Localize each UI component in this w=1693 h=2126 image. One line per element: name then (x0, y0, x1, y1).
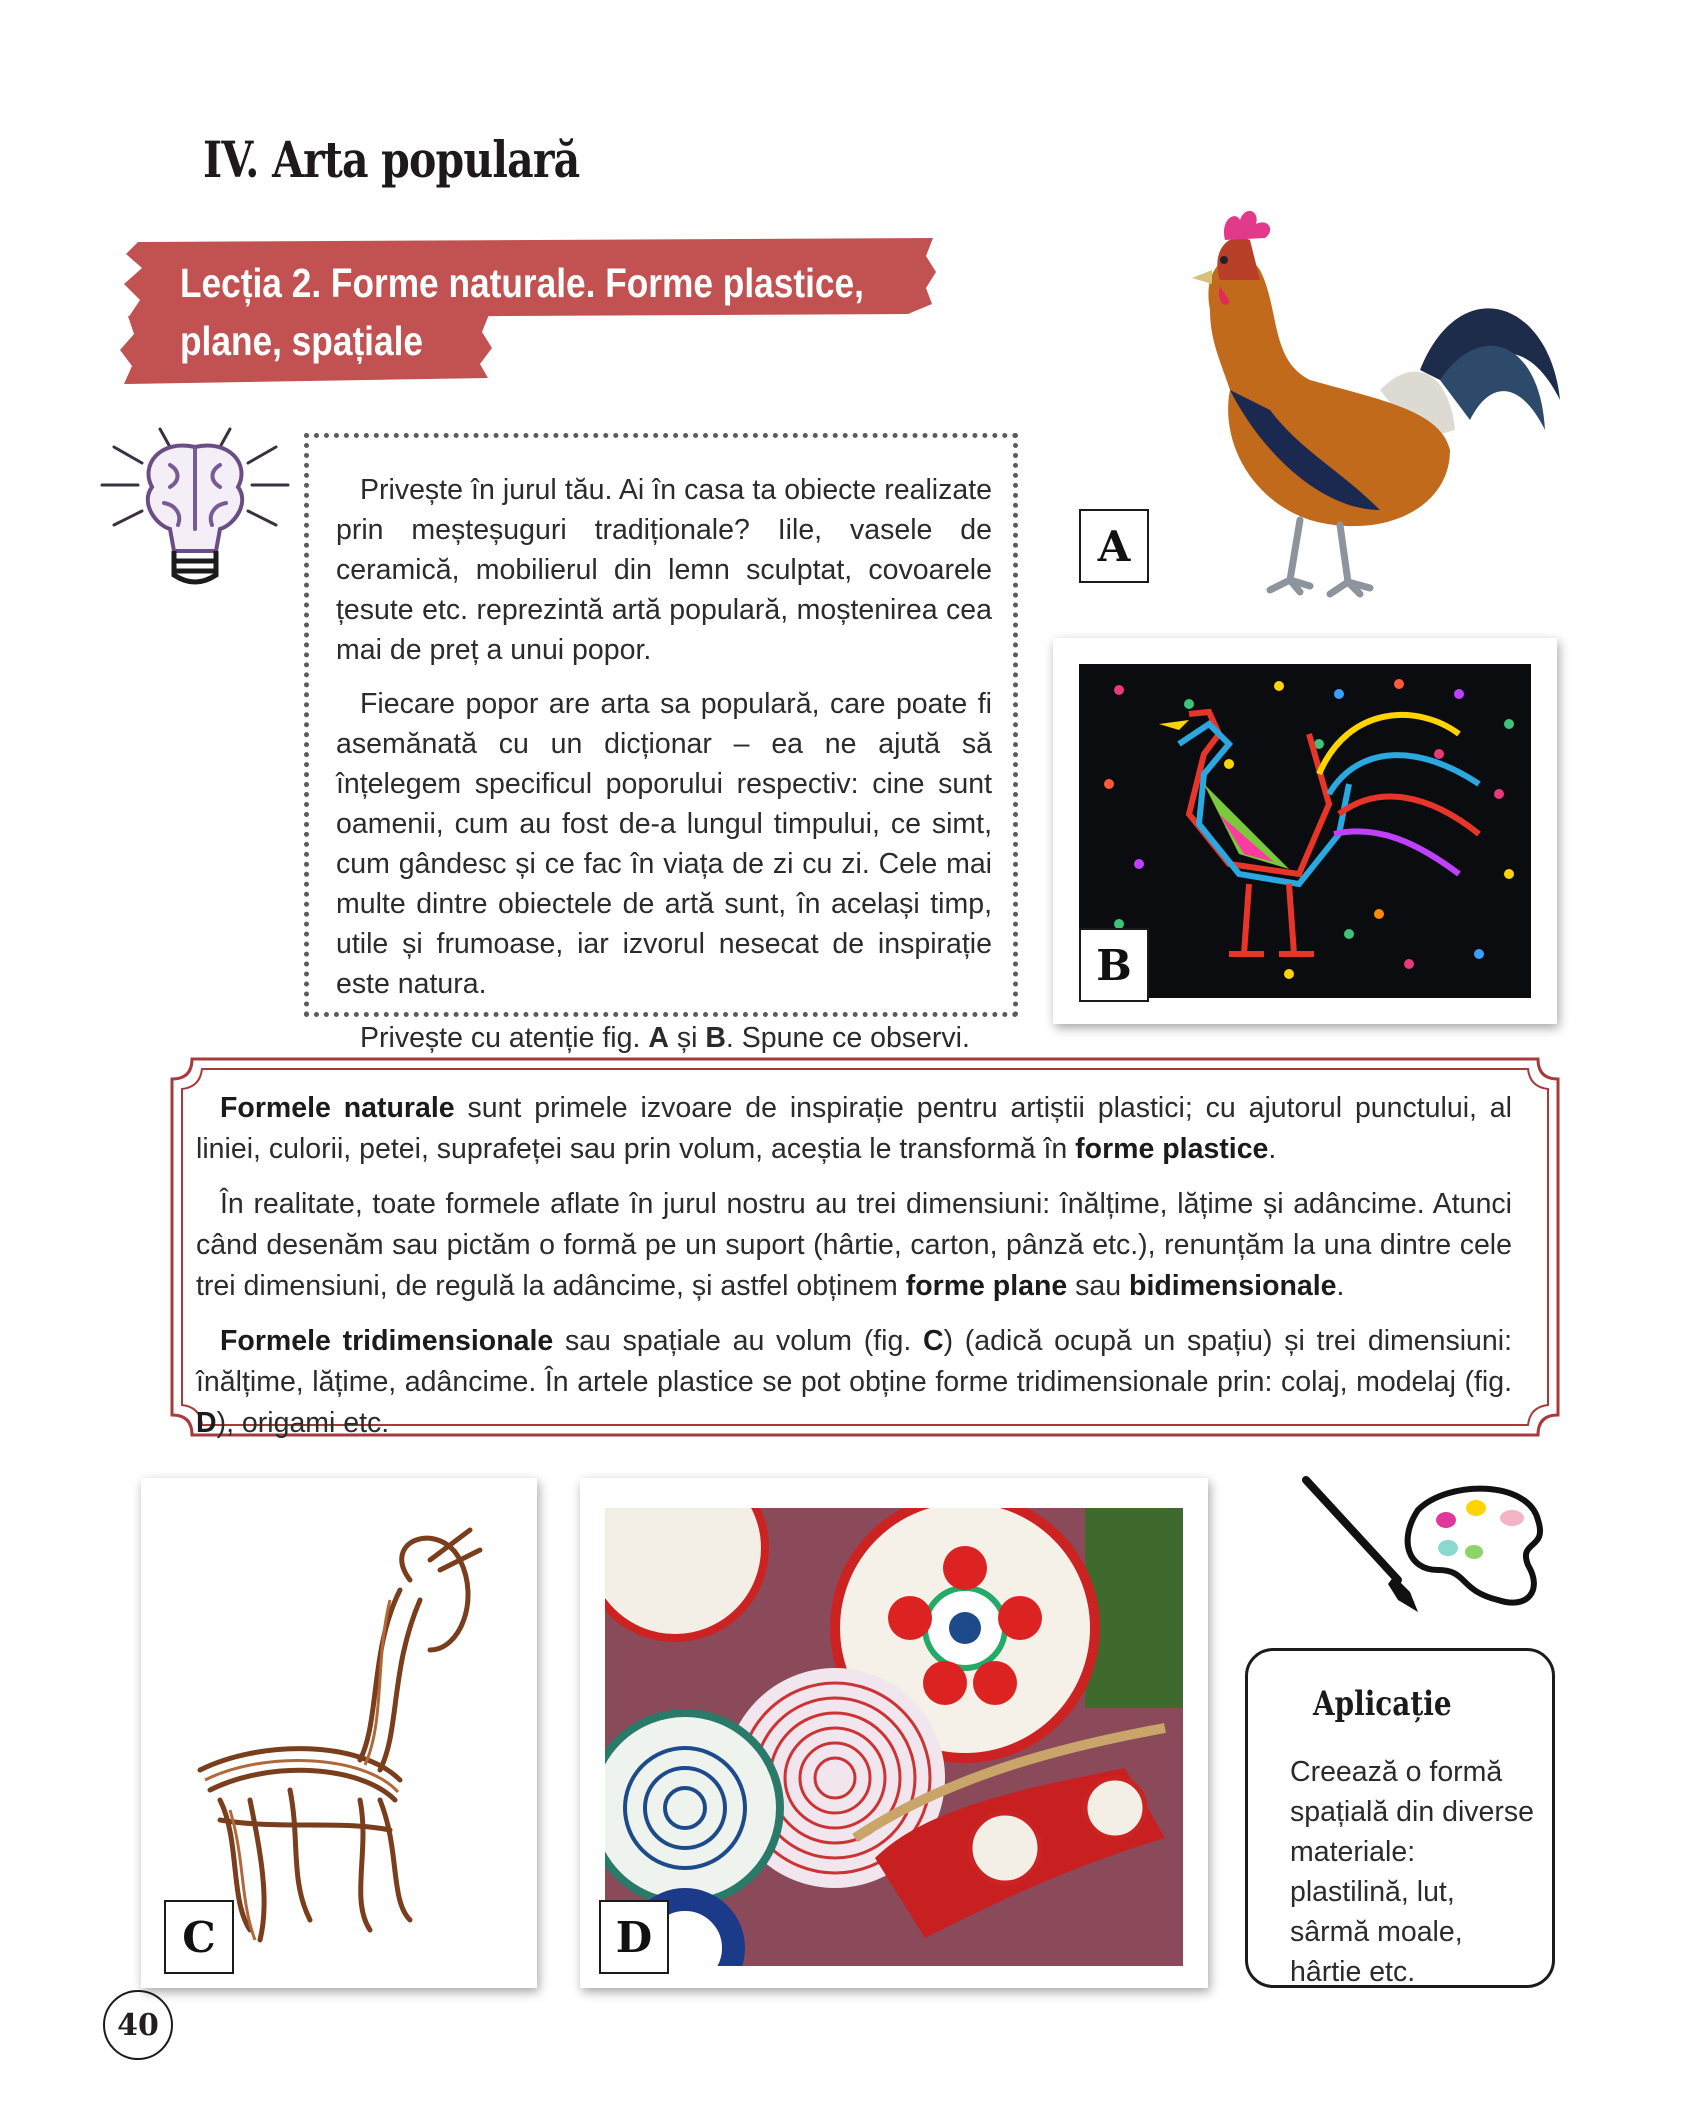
brain-lightbulb-icon (100, 425, 290, 595)
intro-text (336, 470, 992, 1072)
application-text: Creează o formă spațială din diverse materiale: plastilină, lut, sârmă moale, hârtie etc. (1290, 1756, 1534, 1988)
figure-c-label: C (164, 1900, 234, 1974)
lesson-title (180, 254, 864, 370)
figure-a-rooster-image (1120, 190, 1570, 610)
definition-paragraph-3: Formele tridimensionale sau spațiale au volum (fig. C) (adică ocupă un spațiu) și trei dimensiuni: înălțime, lățime, adâncime. În artele plastice se pot obține forme tridimensionale prin: colaj, modelaj (fig. D), origami etc. (196, 1325, 1512, 1439)
figure-d-label: D (599, 1900, 669, 1974)
intro-paragraph-1: Privește în jurul tău. Ai în casa ta obiecte realizate prin meșteșuguri tradiționale? Iile, vasele de ceramică, mobilierul din lemn sculptat, covoarele țesute etc. reprezintă artă populară, moștenirea cea mai de preț a unui popor. (336, 474, 992, 666)
definition-paragraph-1: Formele naturale sunt primele izvoare de inspirație pentru artiștii plastici; cu ajutorul punctului, al liniei, culorii, petei, suprafeței sau prin volum, aceștia le transformă în forme plastice. (196, 1092, 1512, 1165)
chapter-title: IV. Arta populară (203, 130, 580, 189)
paintbrush-palette-icon (1298, 1470, 1568, 1620)
page-number: 40 (103, 1990, 173, 2060)
figure-b-label: B (1079, 928, 1149, 1002)
definitions-text (196, 1088, 1512, 1458)
lesson-title-line1: Lecția 2. Forme naturale. Forme plastice, (180, 260, 864, 306)
application-title: Aplicație (1313, 1684, 1452, 1724)
figure-a-label: A (1079, 509, 1149, 583)
intro-paragraph-3: Privește cu atenție fig. A și B. Spune ce observi. (360, 1022, 970, 1054)
figure-d-ceramics-image (605, 1508, 1183, 1966)
intro-paragraph-2: Fiecare popor are arta sa populară, care poate fi asemănată cu un dicționar – ea ne ajută să înțelegem specificul poporului respectiv: cine sunt oamenii, cum au fost de-a lungul timpului, ce simt, cum gândesc și ce fac în viața de zi cu zi. Cele mai multe dintre obiectele de artă sunt, în același timp, utile și frumoase, iar izvorul nesecat de inspirație este natura. (336, 688, 992, 1000)
definition-paragraph-2: În realitate, toate formele aflate în jurul nostru au trei dimensiuni: înălțime, lățime și adâncime. Atunci când desenăm sau pictăm o formă pe un suport (hârtie, carton, pânză etc.), renunțăm la una dintre cele trei dimensiuni, de regulă la adâncime, și astfel obținem forme plane sau bidimensionale. (196, 1188, 1512, 1302)
lesson-title-line2: plane, spațiale (180, 318, 424, 364)
